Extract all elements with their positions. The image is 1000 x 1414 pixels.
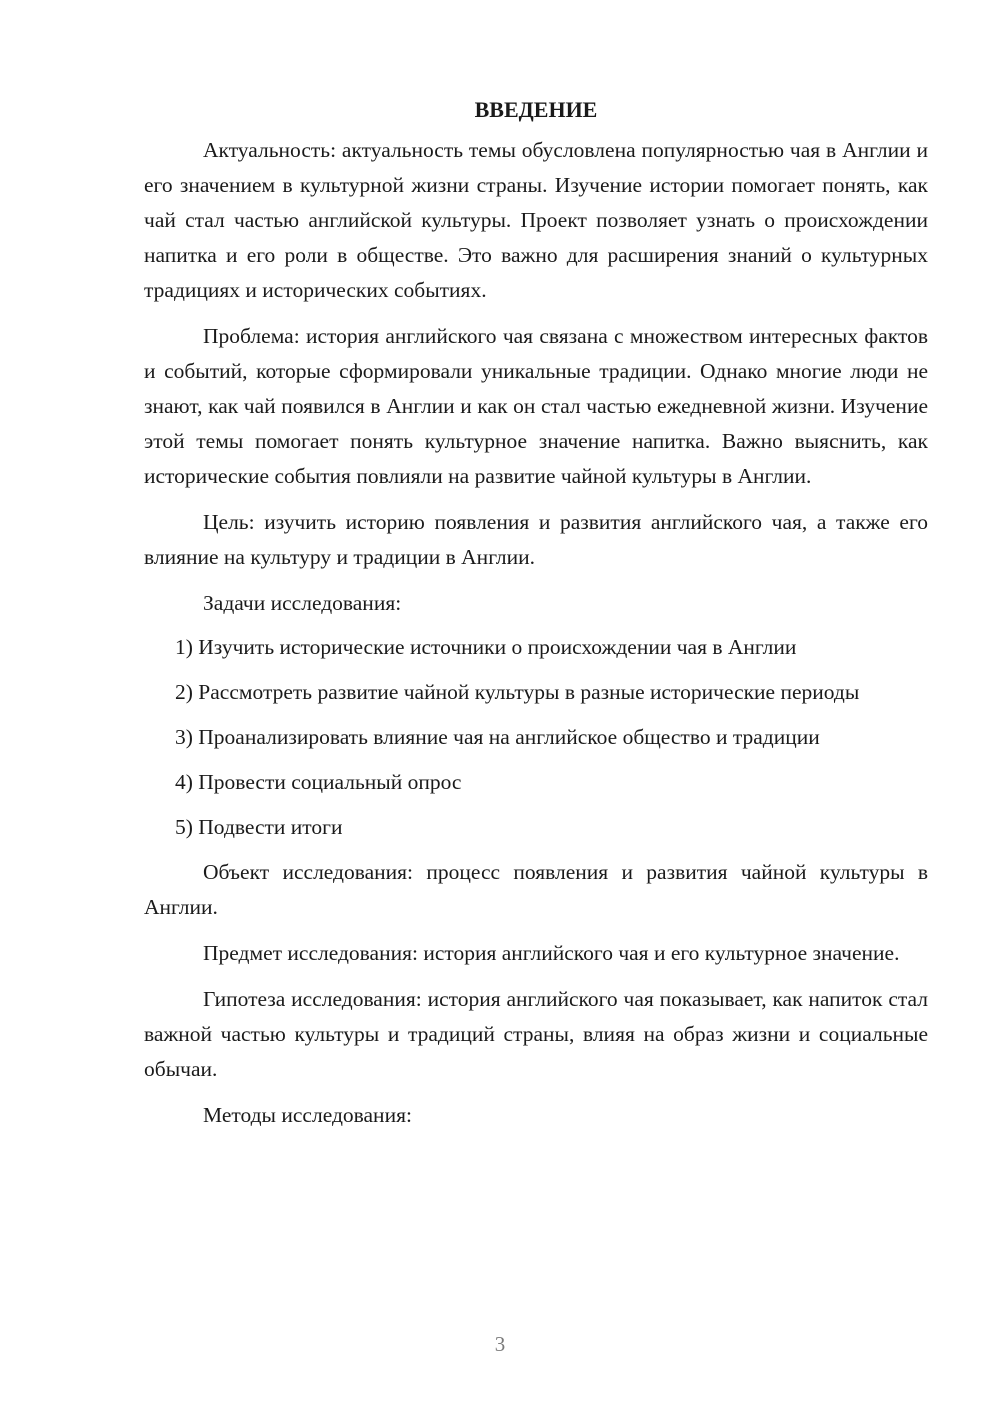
- page-number: 3: [494, 1332, 506, 1356]
- object-paragraph: Объект исследования: процесс появления и развития чайной культуры в Англии.: [144, 860, 928, 919]
- list-item: 2) Рассмотреть развитие чайной культуры в разные исторические периоды: [175, 680, 860, 704]
- tasks-list: [144, 630, 928, 845]
- subject-paragraph: Предмет исследования: история английского чая и его культурное значение.: [203, 941, 900, 965]
- list-item: 1) Изучить исторические источники о происхождении чая в Англии: [175, 635, 797, 659]
- section-heading: ВВЕДЕНИЕ: [474, 97, 598, 122]
- hypothesis-paragraph: Гипотеза исследования: история английского чая показывает, как напиток стал важной частью культуры и традиций страны, влияя на образ жизни и социальные обычаи.: [144, 987, 928, 1081]
- list-item: 5) Подвести итоги: [175, 815, 343, 839]
- relevance-paragraph: Актуальность: актуальность темы обусловлена популярностью чая в Англии и его значением в культурной жизни страны. Изучение истории помогает понять, как чай стал частью английской культуры. Проект позволяет узнать о происхождении напитка и его роли в обществе. Это важно для расширения знаний о культурных традициях и исторических событиях.: [144, 138, 928, 302]
- methods-title: Методы исследования:: [203, 1103, 412, 1127]
- list-item: 3) Проанализировать влияние чая на английское общество и традиции: [175, 725, 820, 749]
- document-page: [144, 94, 928, 1144]
- tasks-title: Задачи исследования:: [203, 591, 402, 615]
- goal-paragraph: Цель: изучить историю появления и развития английского чая, а также его влияние на культуру и традиции в Англии.: [144, 510, 928, 569]
- list-item: 4) Провести социальный опрос: [175, 770, 462, 794]
- problem-paragraph: Проблема: история английского чая связана с множеством интересных фактов и событий, которые сформировали уникальные традиции. Однако многие люди не знают, как чай появился в Англии и как он стал частью ежедневной жизни. Изучение этой темы помогает понять культурное значение напитка. Важно выяснить, как исторические события повлияли на развитие чайной культуры в Англии.: [144, 324, 928, 488]
